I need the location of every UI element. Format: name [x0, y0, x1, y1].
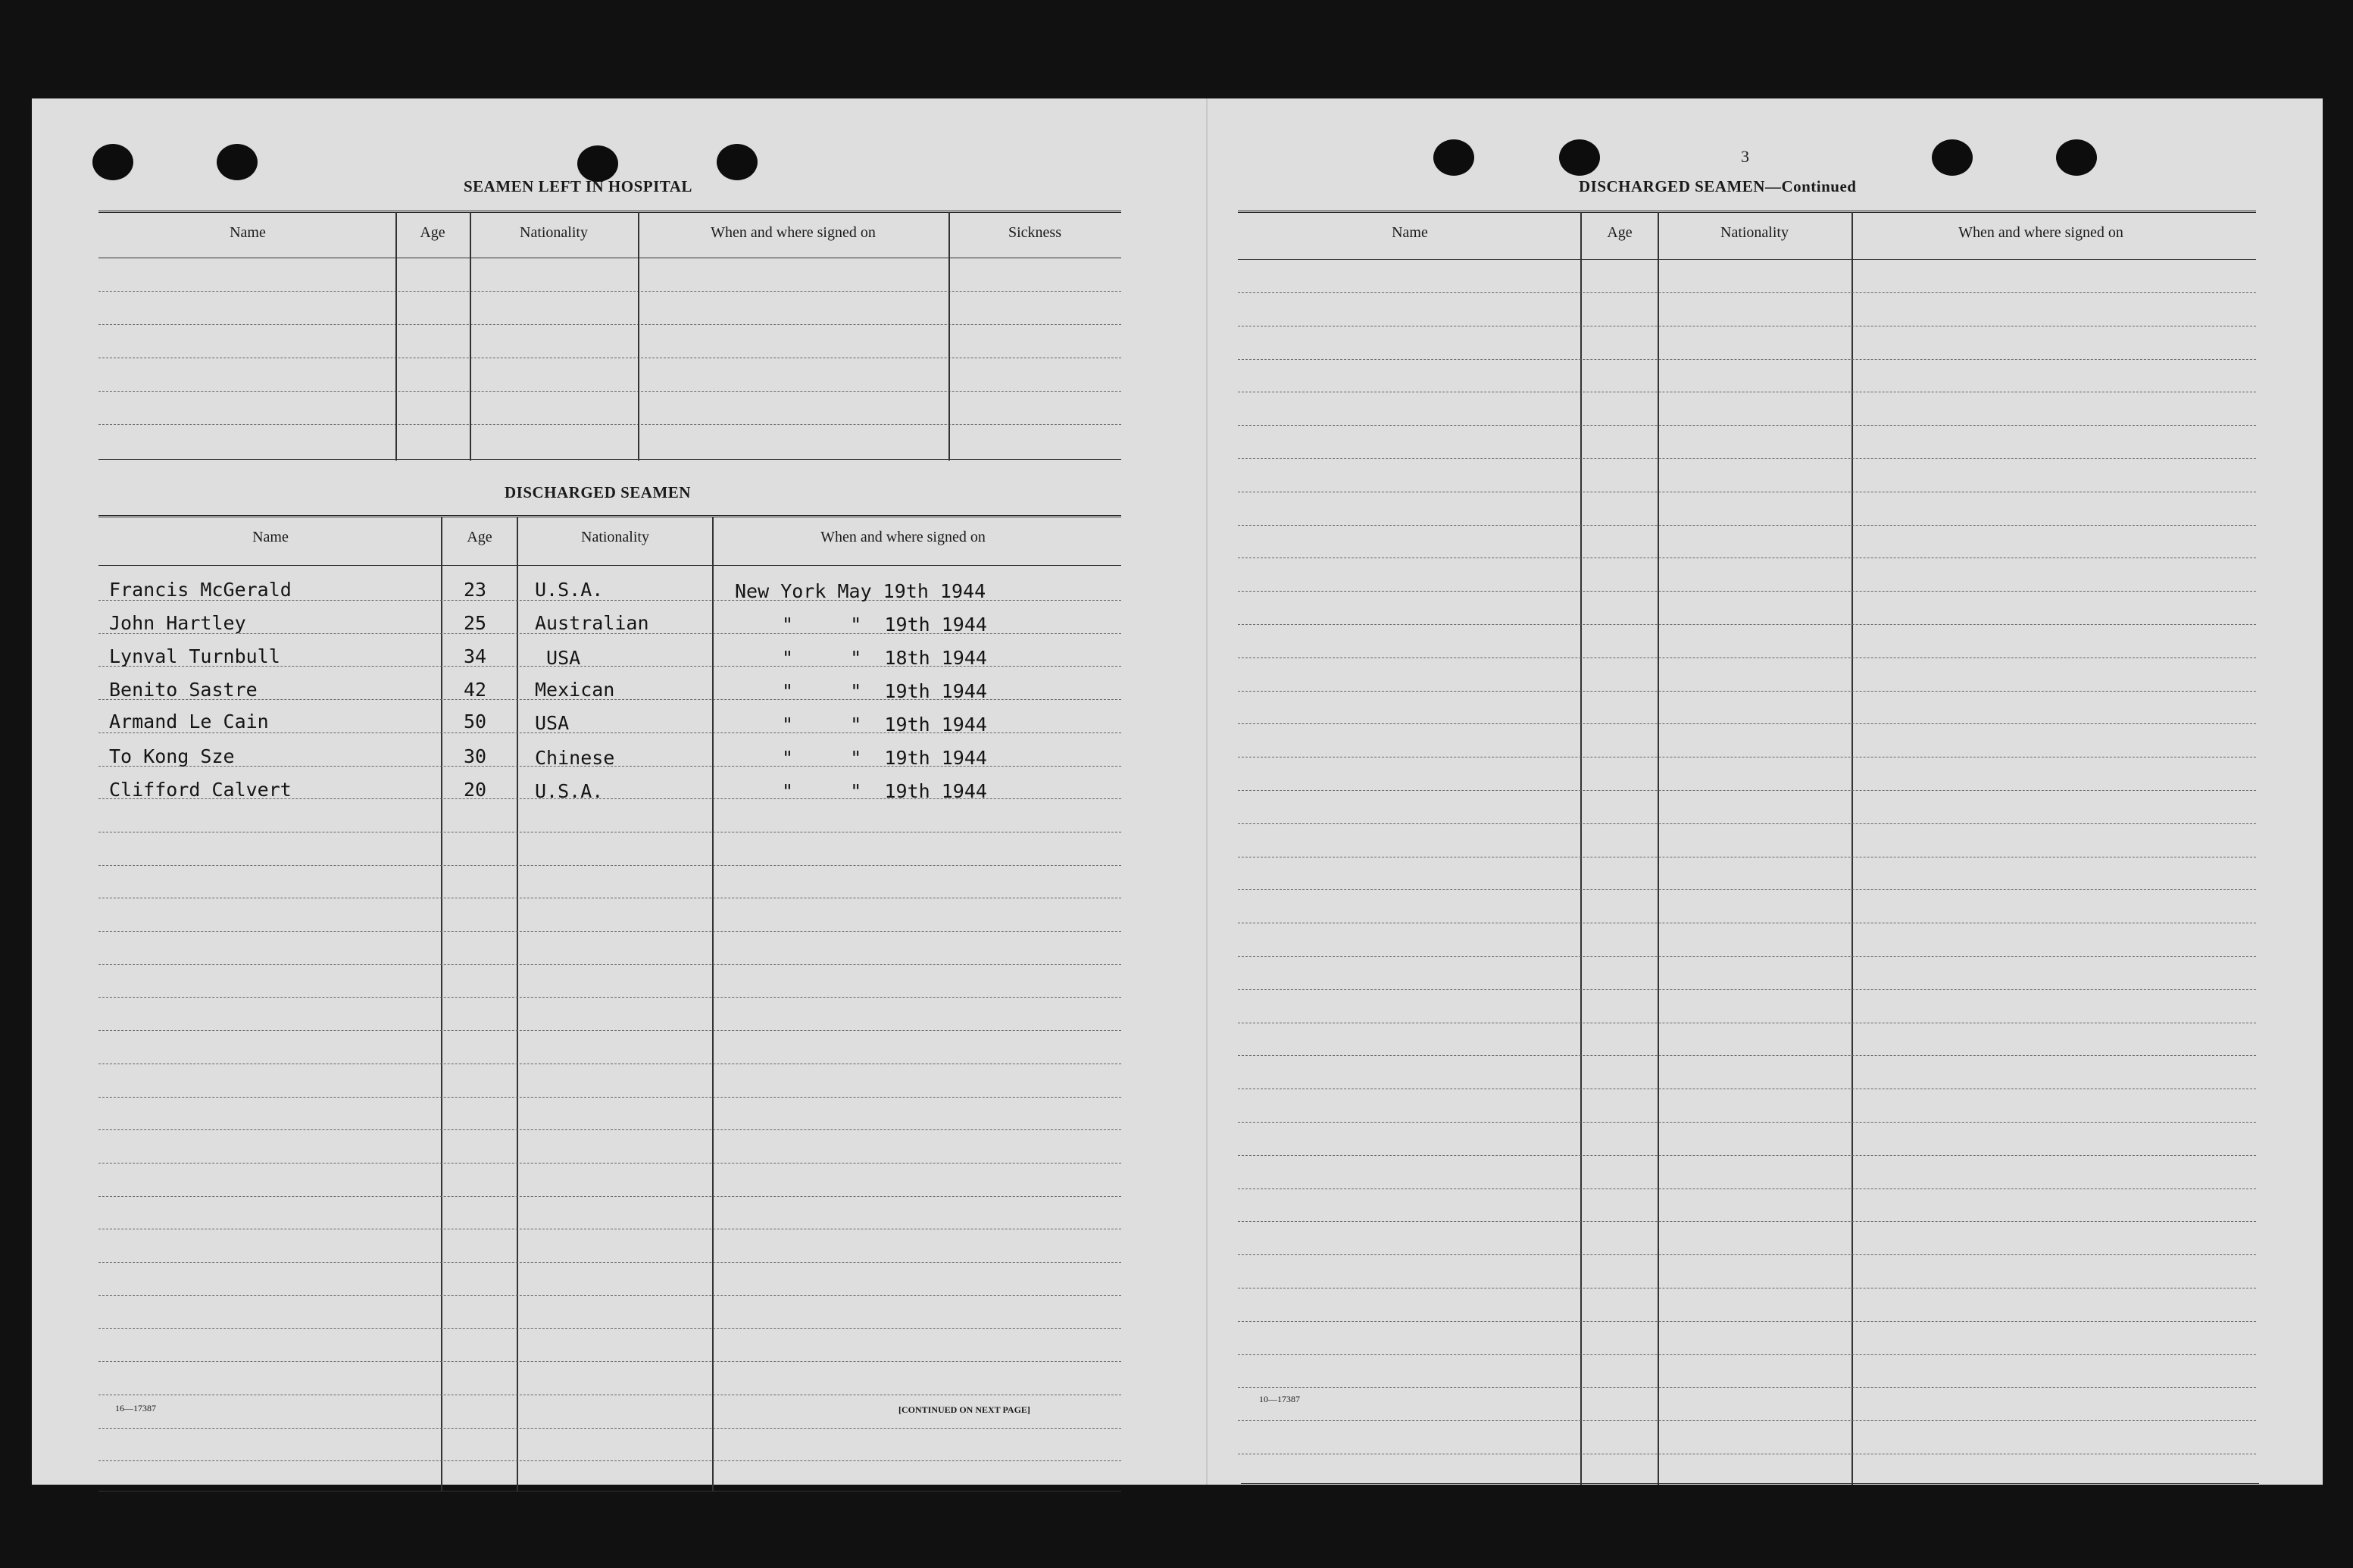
seaman-nationality: Australian [535, 612, 649, 634]
punch-hole [217, 144, 258, 180]
ruled-line [1238, 458, 2256, 459]
ruled-line [98, 1428, 1121, 1429]
hospital-bottom-rule [98, 459, 1121, 460]
seaman-signed-on: " " 19th 1944 [782, 714, 987, 736]
seaman-name: Armand Le Cain [109, 711, 269, 732]
hospital-col-divider [638, 212, 639, 461]
discharged-header-rule [98, 565, 1121, 566]
right-col-age: Age [1607, 224, 1633, 241]
right-col-divider [1580, 212, 1582, 1485]
seaman-name: To Kong Sze [109, 745, 235, 767]
ruled-line [1238, 359, 2256, 360]
ruled-line [1238, 691, 2256, 692]
discharged-top-rule [98, 515, 1121, 517]
right-col-signed-on: When and where signed on [1958, 224, 2123, 241]
discharged-col-divider [517, 517, 518, 1491]
hospital-section-title: SEAMEN LEFT IN HOSPITAL [464, 177, 692, 195]
seaman-nationality: Chinese [535, 747, 615, 769]
ruled-line [1238, 1254, 2256, 1255]
ruled-line [98, 997, 1121, 998]
ruled-line [98, 1030, 1121, 1031]
ruled-line [98, 964, 1121, 965]
punch-hole [1932, 139, 1973, 176]
hospital-row-line [98, 324, 1121, 325]
ruled-line [1238, 591, 2256, 592]
left-form-number: 16—17387 [115, 1403, 156, 1413]
seaman-nationality: USA [535, 712, 570, 734]
punch-hole [1433, 139, 1474, 176]
page-number: 3 [1741, 147, 1749, 166]
ruled-line [1238, 1188, 2256, 1189]
seaman-nationality: Mexican [535, 679, 615, 701]
seaman-age: 20 [464, 779, 487, 801]
seaman-name: Lynval Turnbull [109, 645, 280, 667]
ruled-line [1238, 1354, 2256, 1355]
seaman-nationality: USA [535, 647, 581, 669]
ruled-line [98, 1196, 1121, 1197]
ruled-line [98, 1328, 1121, 1329]
ruled-line [1238, 292, 2256, 293]
ruled-line [1238, 1155, 2256, 1156]
punch-hole [577, 145, 618, 182]
hospital-col-divider [395, 212, 397, 461]
seaman-signed-on: " " 19th 1944 [782, 680, 987, 702]
ruled-line [1238, 723, 2256, 724]
ruled-line [1238, 823, 2256, 824]
seaman-name: John Hartley [109, 612, 246, 634]
hospital-col-age: Age [420, 224, 445, 241]
discharged-col-name: Name [252, 529, 289, 545]
right-top-rule [1238, 211, 2256, 213]
right-col-divider [1851, 212, 1853, 1485]
hospital-row-line [98, 424, 1121, 425]
discharged-col-divider [441, 517, 442, 1491]
ruled-line [1238, 1420, 2256, 1421]
continued-note: [CONTINUED ON NEXT PAGE] [898, 1404, 1030, 1415]
ruled-line [98, 1262, 1121, 1263]
hospital-row-line [98, 391, 1121, 392]
ruled-line [1238, 1122, 2256, 1123]
ruled-line [1238, 956, 2256, 957]
right-col-name: Name [1392, 224, 1428, 241]
ruled-line [1238, 1321, 2256, 1322]
discharged-col-nationality: Nationality [581, 529, 649, 545]
ruled-line [1238, 790, 2256, 791]
discharged-col-divider [712, 517, 714, 1491]
hospital-col-sickness: Sickness [1008, 224, 1061, 241]
ruled-line [98, 1460, 1121, 1461]
hospital-row-line [98, 291, 1121, 292]
ruled-line [1238, 889, 2256, 890]
hospital-col-signed-on: When and where signed on [711, 224, 876, 241]
punch-hole [2056, 139, 2097, 176]
ruled-line [98, 1163, 1121, 1164]
seaman-name: Clifford Calvert [109, 779, 292, 801]
seaman-age: 30 [464, 745, 487, 767]
seaman-age: 23 [464, 579, 487, 601]
right-bottom-rule [1241, 1483, 2259, 1484]
discharged-col-signed-on: When and where signed on [820, 529, 986, 545]
ruled-line [1238, 1221, 2256, 1222]
ruled-line [98, 865, 1121, 866]
punch-hole [92, 144, 133, 180]
seaman-name: Benito Sastre [109, 679, 258, 701]
discharged-section-title: DISCHARGED SEAMEN [505, 483, 691, 501]
seaman-signed-on: " " 19th 1944 [782, 780, 987, 802]
hospital-col-name: Name [230, 224, 266, 241]
seaman-signed-on: " " 19th 1944 [782, 747, 987, 769]
seaman-signed-on: " " 18th 1944 [782, 647, 987, 669]
ruled-line [1238, 425, 2256, 426]
ruled-line [98, 1129, 1121, 1130]
ruled-line [1238, 989, 2256, 990]
hospital-col-divider [948, 212, 950, 461]
seaman-age: 50 [464, 711, 487, 732]
ruled-line [98, 931, 1121, 932]
page-fold [1206, 98, 1208, 1485]
seaman-nationality: U.S.A. [535, 579, 604, 601]
right-col-divider [1658, 212, 1659, 1485]
punch-hole [717, 144, 758, 180]
document-sheet [32, 98, 2323, 1485]
discharged-col-age: Age [467, 529, 492, 545]
ruled-line [1238, 657, 2256, 658]
seaman-name: Francis McGerald [109, 579, 292, 601]
seaman-age: 34 [464, 645, 487, 667]
ruled-line [1238, 1387, 2256, 1388]
discharged-continued-title: DISCHARGED SEAMEN—Continued [1579, 177, 1857, 195]
right-form-number: 10—17387 [1259, 1394, 1300, 1404]
ruled-line [1238, 525, 2256, 526]
hospital-col-divider [470, 212, 471, 461]
ruled-line [1238, 624, 2256, 625]
seaman-age: 25 [464, 612, 487, 634]
seaman-age: 42 [464, 679, 487, 701]
seaman-nationality: U.S.A. [535, 780, 604, 802]
ruled-line [98, 1361, 1121, 1362]
punch-hole [1559, 139, 1600, 176]
right-header-rule [1238, 259, 2256, 260]
hospital-top-rule [98, 211, 1121, 213]
seaman-signed-on: New York May 19th 1944 [735, 580, 986, 602]
seaman-signed-on: " " 19th 1944 [782, 614, 987, 636]
hospital-col-nationality: Nationality [520, 224, 588, 241]
ruled-line [1238, 1055, 2256, 1056]
right-col-nationality: Nationality [1720, 224, 1789, 241]
ruled-line [98, 1295, 1121, 1296]
ruled-line [98, 1097, 1121, 1098]
